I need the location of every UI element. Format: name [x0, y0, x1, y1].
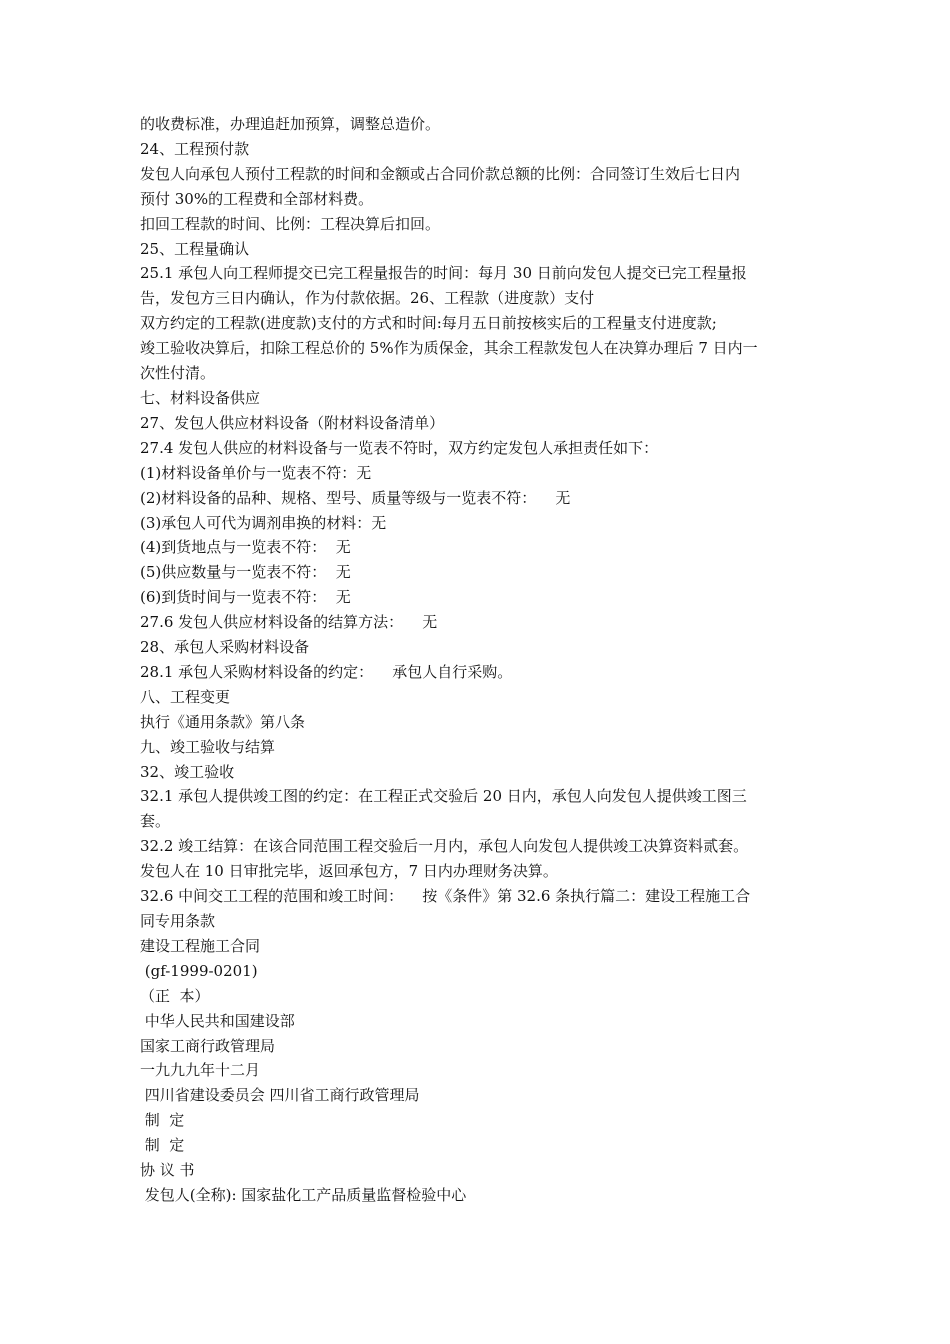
text-line: (1)材料设备单价与一览表不符：无	[140, 463, 372, 482]
text-line: 制 定	[140, 1111, 185, 1130]
text-line: 发包人(全称): 国家盐化工产品质量监督检验中心	[140, 1185, 467, 1204]
text-line: (3)承包人可代为调剂串换的材料：无	[140, 513, 387, 532]
text-line: 32、竣工验收	[140, 762, 235, 781]
text-line: 32.2 竣工结算：在该合同范围工程交验后一月内，承包人向发包人提供竣工决算资料贰套。	[140, 837, 749, 856]
text-line: 协 议 书	[140, 1161, 195, 1180]
text-line: 一九九九年十二月	[140, 1061, 261, 1080]
text-line: (2)材料设备的品种、规格、型号、质量等级与一览表不符： 无	[140, 488, 571, 507]
text-line: 中华人民共和国建设部	[140, 1011, 295, 1030]
text-line: 套。	[140, 812, 171, 831]
text-line: 24、工程预付款	[140, 139, 250, 158]
text-line: (6)到货时间与一览表不符： 无	[140, 588, 351, 607]
text-line: 27.4 发包人供应的材料设备与一览表不符时，双方约定发包人承担责任如下：	[140, 438, 659, 457]
text-line: (5)供应数量与一览表不符： 无	[140, 563, 351, 582]
text-line: 25、工程量确认	[140, 239, 250, 258]
text-line: 32.6 中间交工工程的范围和竣工时间： 按《条件》第 32.6 条执行篇二：建设工程施工合	[140, 887, 751, 906]
text-line: （正 本）	[140, 986, 210, 1005]
text-line: 27.6 发包人供应材料设备的结算方法： 无	[140, 613, 438, 632]
text-line: 四川省建设委员会 四川省工商行政管理局	[140, 1086, 420, 1105]
text-line: (gf-1999-0201)	[140, 961, 258, 980]
text-line: 28.1 承包人采购材料设备的约定： 承包人自行采购。	[140, 662, 513, 681]
text-line: 七、材料设备供应	[140, 388, 261, 407]
text-line: 25.1 承包人向工程师提交已完工程量报告的时间：每月 30 日前向发包人提交已完工程量报	[140, 264, 747, 283]
text-line: 国家工商行政管理局	[140, 1036, 276, 1055]
text-line: 27、发包人供应材料设备（附材料设备清单）	[140, 413, 445, 432]
text-line: 告，发包方三日内确认，作为付款依据。26、工程款（进度款）支付	[140, 289, 595, 308]
text-line: 发包人向承包人预付工程款的时间和金额或占合同价款总额的比例：合同签订生效后七日内	[140, 164, 741, 183]
text-line: 竣工验收决算后，扣除工程总价的 5%作为质保金，其余工程款发包人在决算办理后 7 日内一	[140, 339, 758, 358]
text-line: (4)到货地点与一览表不符： 无	[140, 538, 351, 557]
text-line: 次性付清。	[140, 364, 216, 383]
text-line: 32.1 承包人提供竣工图的约定：在工程正式交验后 20 日内，承包人向发包人提供竣工图三	[140, 787, 747, 806]
text-line: 发包人在 10 日审批完毕，返回承包方，7 日内办理财务决算。	[140, 862, 558, 881]
text-line: 制 定	[140, 1136, 185, 1155]
text-line: 双方约定的工程款(进度款)支付的方式和时间:每月五日前按核实后的工程量支付进度款;	[140, 314, 717, 333]
text-line: 的收费标准，办理追赶加预算，调整总造价。	[140, 115, 441, 133]
text-line: 建设工程施工合同	[140, 936, 261, 955]
text-line: 同专用条款	[140, 912, 216, 930]
text-line: 28、承包人采购材料设备	[140, 638, 310, 657]
text-line: 八、工程变更	[140, 687, 231, 706]
text-line: 预付 30%的工程费和全部材料费。	[140, 189, 374, 208]
text-line: 九、竣工验收与结算	[140, 737, 276, 756]
text-line: 扣回工程款的时间、比例：工程决算后扣回。	[140, 214, 441, 233]
text-line: 执行《通用条款》第八条	[140, 712, 306, 731]
document-page	[140, 112, 820, 1208]
